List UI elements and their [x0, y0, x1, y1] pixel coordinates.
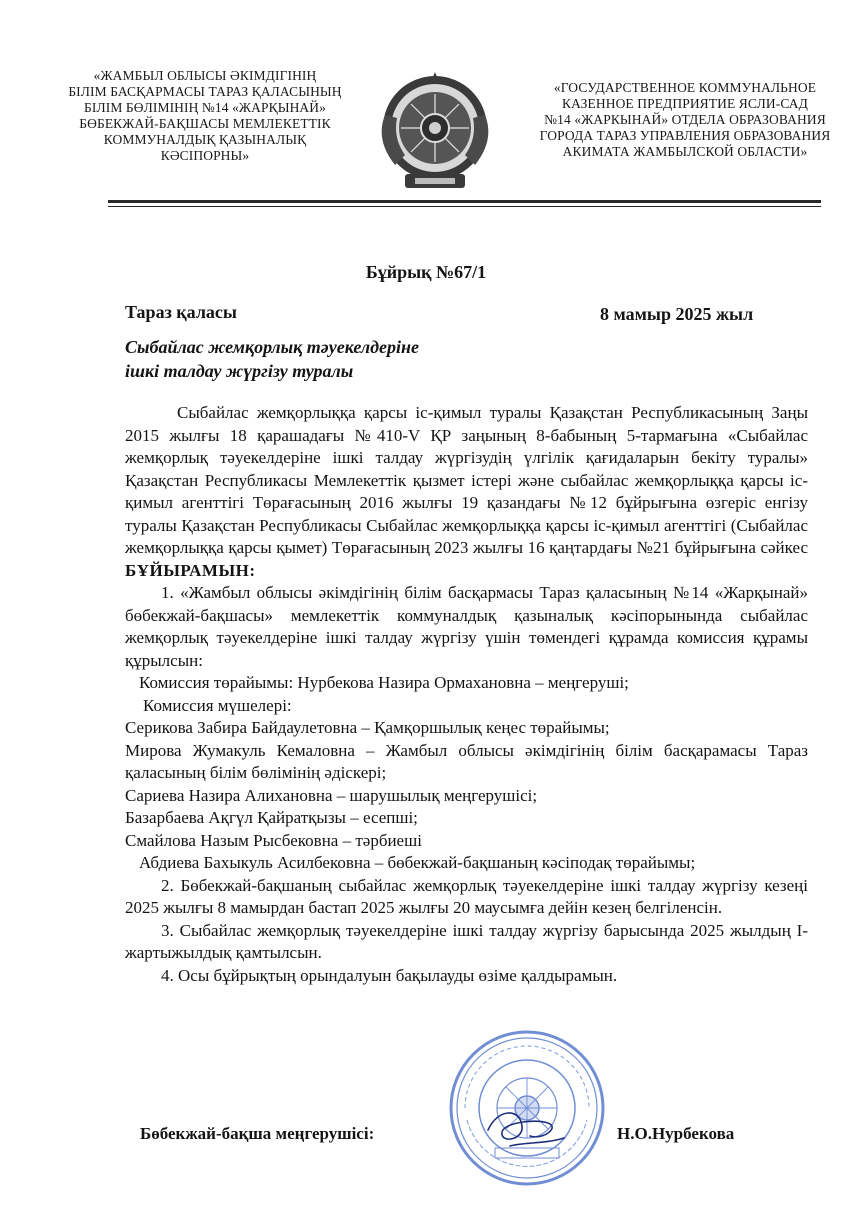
header-right-line: №14 «ЖАРКЫНАЙ» ОТДЕЛА ОБРАЗОВАНИЯ — [544, 112, 826, 127]
header-left-line: БӨБЕКЖАЙ-БАҚШАСЫ МЕМЛЕКЕТТІК — [79, 116, 331, 131]
commission-member: Мирова Жумакуль Кемаловна – Жамбыл облысы әкімдігінің білім басқарамасы Тараз қаласының білім бөлімінің әдіскері; — [125, 740, 808, 782]
header-left-kazakh — [55, 68, 355, 164]
header-right-russian — [525, 80, 845, 160]
preamble-paragraph — [125, 402, 808, 582]
header-right-line: «ГОСУДАРСТВЕННОЕ КОММУНАЛЬНОЕ — [553, 80, 817, 95]
signatory-name: Н.О.Нурбекова — [617, 1124, 735, 1143]
signatory-position: Бөбекжай-бақша меңгерушісі: — [140, 1124, 375, 1143]
order-title: Бұйрық №67/1 — [365, 262, 487, 282]
item-2: 2. Бөбекжай-бақшаның сыбайлас жемқорлық тәуекелдеріне ішкі талдау жүргізу кезеңі 2025 жылғы 8 мамырдан бастап 2025 жылғы 20 маусымға дейін кезең белгіленсін. — [125, 875, 808, 917]
item-4: 4. Осы бұйрықтың орындалуын бақылауды өзіме қалдырамын. — [161, 965, 618, 985]
order-city: Тараз қаласы — [125, 302, 237, 322]
header-left-line: БІЛІМ БӨЛІМІНІҢ №14 «ЖАРҚЫНАЙ» — [84, 100, 326, 115]
header-left-line: КӘСІПОРНЫ» — [160, 148, 250, 163]
header-right-line: ГОРОДА ТАРАЗ УПРАВЛЕНИЯ ОБРАЗОВАНИЯ — [539, 128, 831, 143]
subject-line: ішкі талдау жүргізу туралы — [125, 361, 354, 381]
commission-member: Базарбаева Ақгүл Қайратқызы – есепші; — [125, 808, 418, 827]
commission-chair: Комиссия төрайымы: Нурбекова Назира Ормахановна – меңгеруші; — [139, 673, 629, 692]
preamble-text: Сыбайлас жемқорлыққа қарсы іс-қимыл туралы Қазақстан Республикасының Заңы 2015 жылғы 18 қарашадағы №410-V ҚР заңының 8-бабының 5-тармағына «Сыбайлас жемқорлық тәуекелдеріне ішкі талдау жүргізудің үлгілік қағидаларын бекіту туралы» Қазақстан Республикасы Мемлекеттік қызмет істері және сыбайлас жемқорлыққа қарсы іс-қимыл агенттігі Төрағасының 2016 жылғы 19 қазандағы №12 бұйрығына өзгеріс енгізу туралы Қазақстан Республикасы Сыбайлас жемқорлыққа қарсы іс-қимыл агенттігі (Сыбайлас жемқорлыққа қарсы қымет) Төрағасының 2023 жылғы 16 қаңтардағы №21 бұйрығына сәйкес — [125, 403, 808, 557]
header-left-line: «ЖАМБЫЛ ОБЛЫСЫ ӘКІМДІГІНІҢ — [93, 68, 317, 83]
commission-member: Смайлова Назым Рысбековна – тәрбиеші — [125, 830, 422, 850]
header-right-line: КАЗЕННОЕ ПРЕДПРИЯТИЕ ЯСЛИ-САД — [562, 96, 808, 111]
handwritten-signature-icon — [480, 1100, 570, 1160]
order-subject — [125, 335, 545, 383]
decree-word: БҰЙЫРАМЫН: — [125, 560, 256, 580]
subject-line: Сыбайлас жемқорлық тәуекелдеріне — [125, 337, 420, 357]
commission-member: Серикова Забира Байдаулетовна – Қамқоршылық кеңес төрайымы; — [125, 718, 610, 737]
header-left-line: БІЛІМ БАСҚАРМАСЫ ТАРАЗ ҚАЛАСЫНЫҢ — [68, 84, 342, 99]
kazakhstan-emblem-icon — [375, 70, 495, 195]
order-body — [125, 402, 808, 987]
header-divider-thin — [108, 206, 821, 207]
commission-member: Сариева Назира Алихановна – шарушылық меңгерушісі; — [125, 785, 538, 805]
header-right-line: АКИМАТА ЖАМБЫЛСКОЙ ОБЛАСТИ» — [562, 144, 808, 159]
item-3: 3. Сыбайлас жемқорлық тәуекелдеріне ішкі талдау жүргізу барысында 2025 жылдың І-жартыжылдық қамтылсын. — [125, 920, 808, 962]
item-1: 1. «Жамбыл облысы әкімдігінің білім басқармасы Тараз қаласының №14 «Жарқынай» бөбекжай-бақшасы» мемлекеттік коммуналдық қазыналық кәсіпорынында сыбайлас жемқорлық тәуекелдеріне ішкі талдау жүргізу үшін төмендегі құрамда комиссия құрамы құрылсын: — [125, 583, 808, 670]
commission-member: Абдиева Бахыкуль Асилбековна – бөбекжай-бақшаның кәсіподақ төрайымы; — [139, 853, 696, 872]
header-divider-thick — [108, 200, 821, 203]
header-left-line: КОММУНАЛДЫҚ ҚАЗЫНАЛЫҚ — [103, 132, 307, 147]
order-date: 8 мамыр 2025 жыл — [600, 304, 754, 324]
commission-members-label: Комиссия мүшелері: — [143, 695, 292, 715]
